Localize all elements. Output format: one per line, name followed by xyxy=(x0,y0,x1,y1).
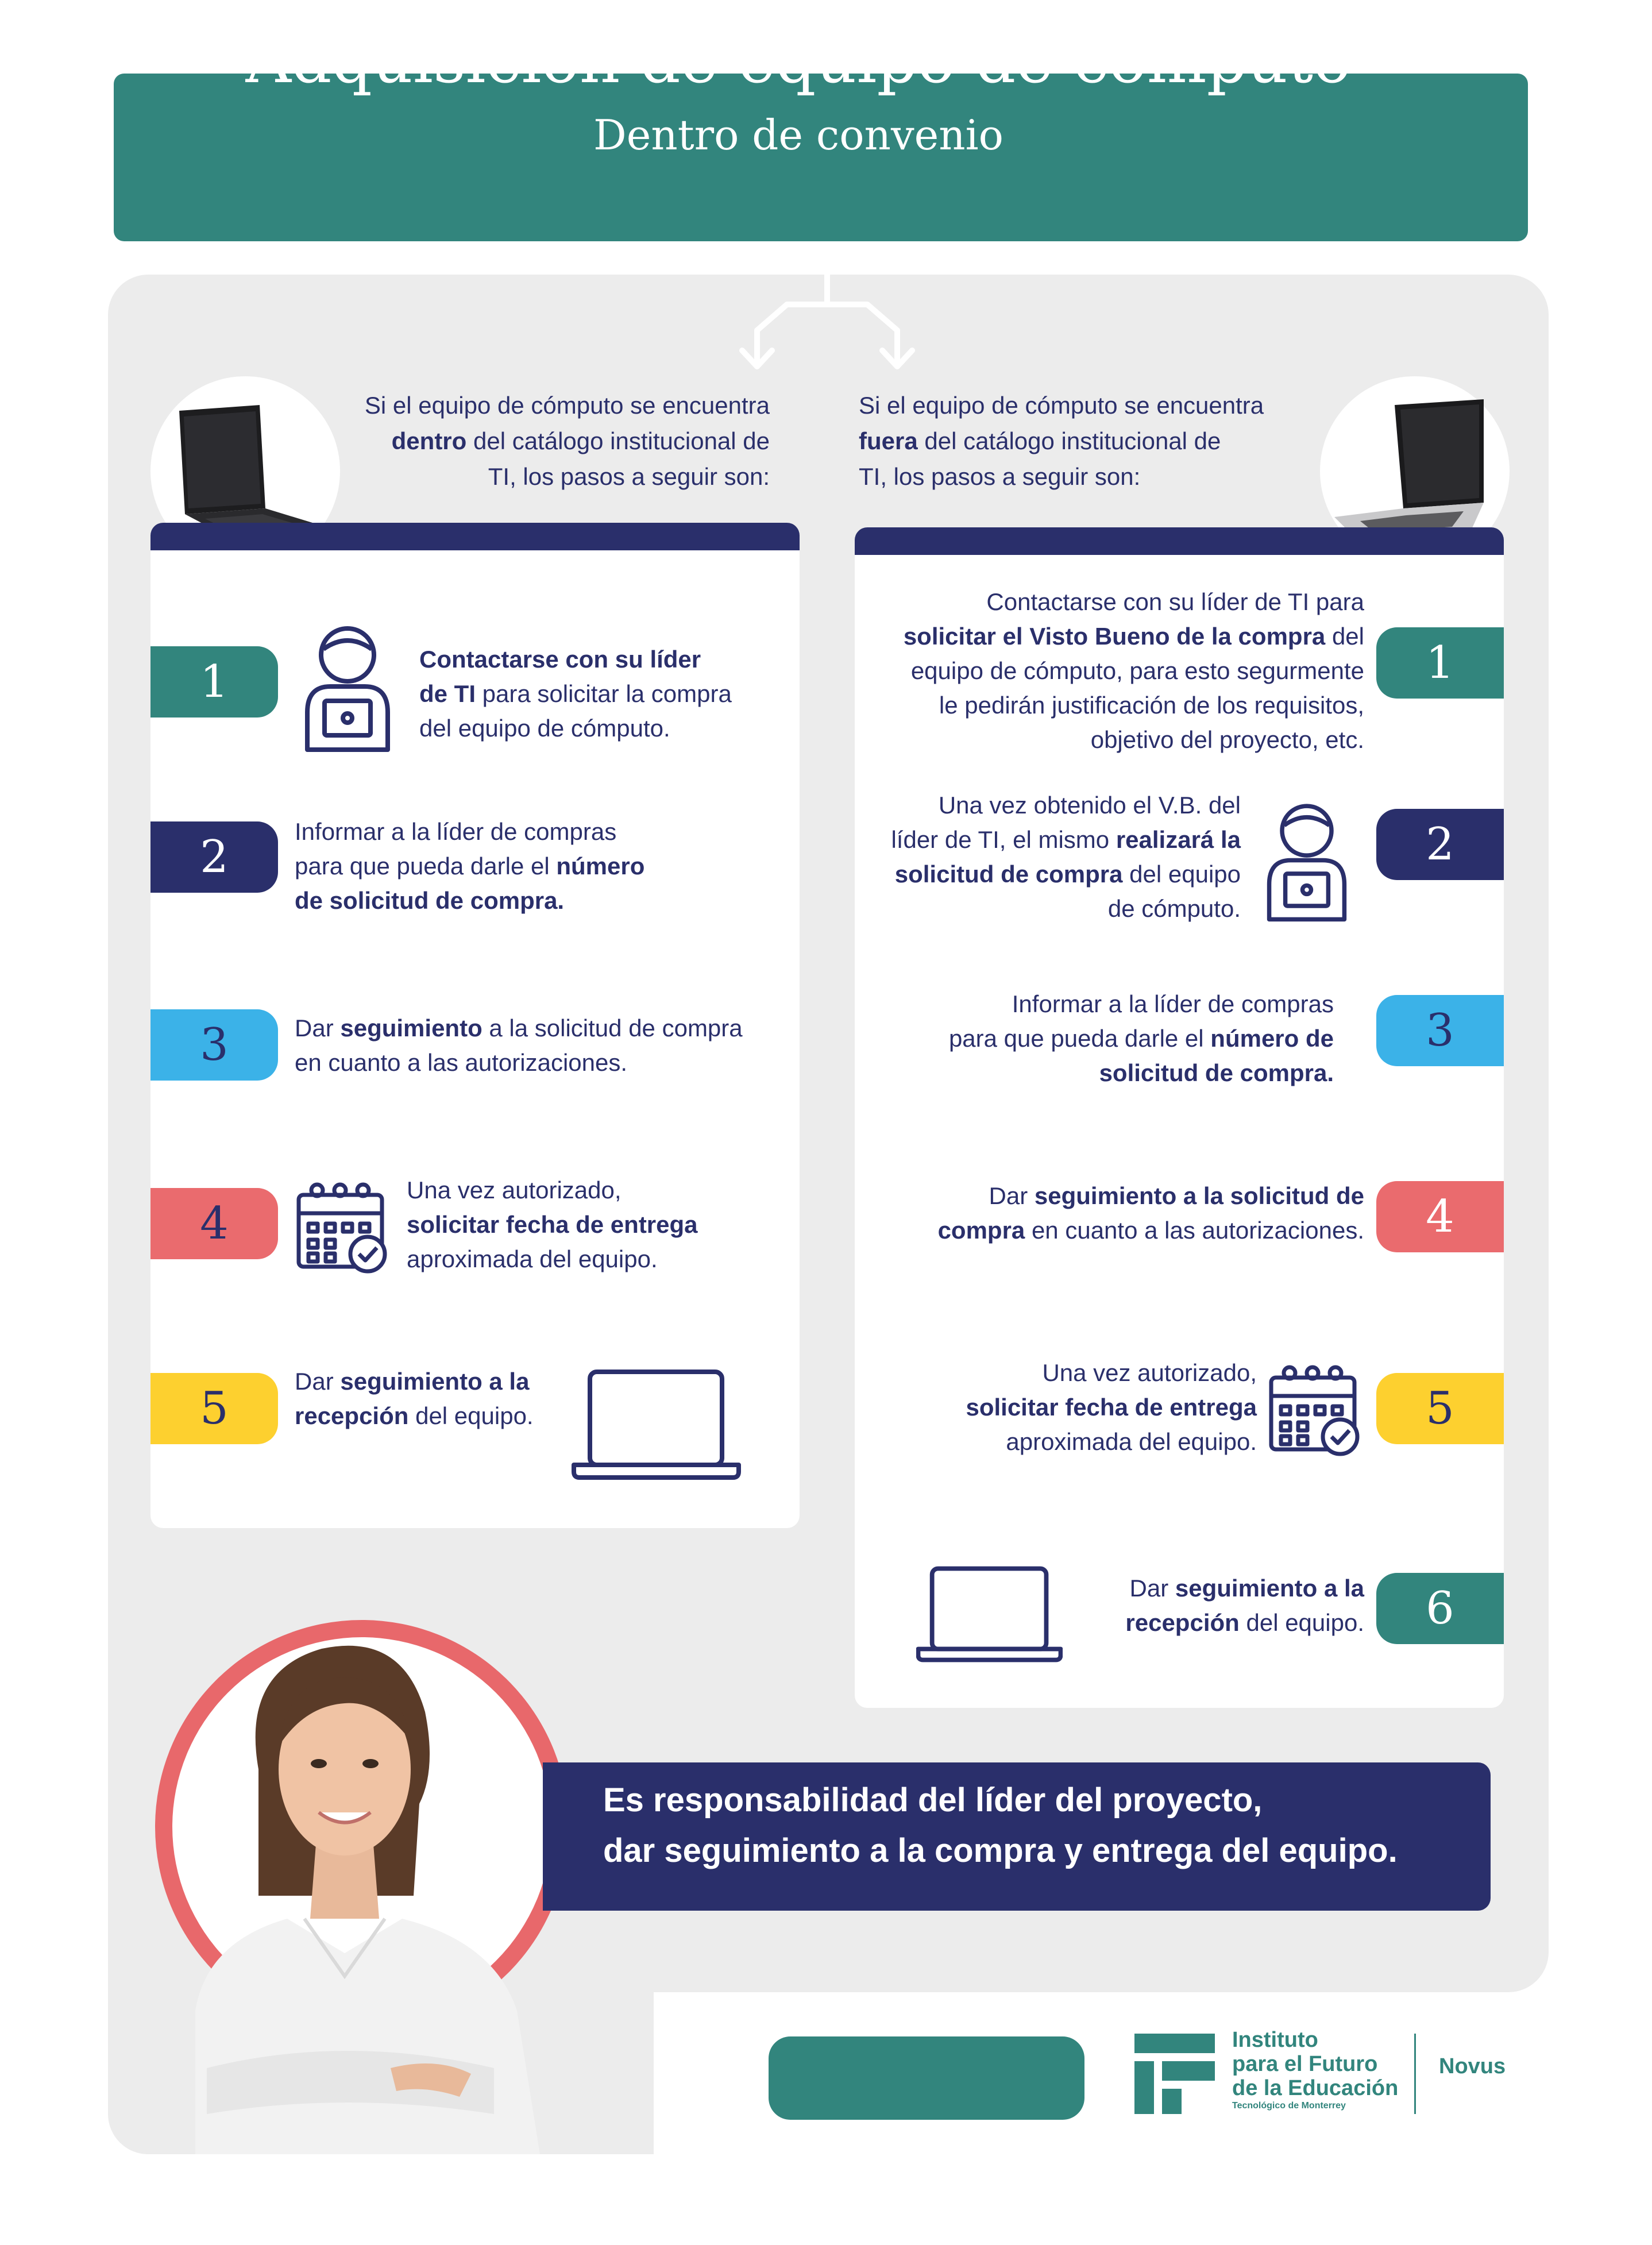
step-number-3: 3 xyxy=(150,1009,278,1081)
card-top-bar xyxy=(150,523,800,550)
text-regular: Una vez autorizado, xyxy=(1042,1359,1257,1386)
intro-line: TI, los pasos a seguir son: xyxy=(488,463,770,490)
text-bold: recepción xyxy=(1125,1609,1240,1636)
text-regular: aproximada del equipo. xyxy=(407,1245,658,1272)
step-number-5: 5 xyxy=(1376,1373,1504,1444)
intro-inside-catalog xyxy=(322,388,770,495)
institute-logo-icon xyxy=(1134,2034,1215,2114)
intro-line: Si el equipo de cómputo se encuentra xyxy=(859,392,1264,419)
logo-line: Instituto xyxy=(1232,2028,1318,2052)
text-bold: seguimiento xyxy=(340,1015,483,1042)
step-number-3: 3 xyxy=(1376,995,1504,1066)
text-bold: recepción xyxy=(295,1402,409,1429)
text-regular: del equipo de cómputo. xyxy=(419,715,670,742)
left-step-1-text xyxy=(419,642,775,746)
intro-outside-catalog xyxy=(859,388,1307,495)
intro-line xyxy=(322,423,770,459)
text-bold: seguimiento a la xyxy=(340,1368,530,1395)
logo-line: para el Futuro xyxy=(1232,2052,1378,2076)
text-regular: para que pueda darle el xyxy=(948,1025,1211,1052)
text-regular: de cómputo. xyxy=(1107,895,1241,922)
text-bold: solicitud de compra xyxy=(894,861,1123,888)
text-regular: en cuanto a las autorizaciones. xyxy=(1025,1217,1364,1244)
split-arrow-icon xyxy=(729,270,925,373)
step-number-2: 2 xyxy=(150,821,278,893)
intro-line xyxy=(859,423,1307,459)
right-step-3-text xyxy=(821,987,1334,1090)
tec-monterrey-label: Tecnológico de Monterrey xyxy=(1232,2101,1346,2111)
text-regular: Informar a la líder de compras xyxy=(1012,990,1334,1017)
text-regular: para que pueda darle el xyxy=(295,853,557,880)
step-number-4: 4 xyxy=(150,1188,278,1259)
text-regular: del equipo. xyxy=(408,1402,534,1429)
right-step-1-text xyxy=(844,585,1364,757)
logo-divider xyxy=(1414,2034,1416,2114)
intro-text: del catálogo institucional de xyxy=(917,427,1221,454)
banner-line: Es responsabilidad del líder del proyecto, xyxy=(603,1781,1263,1819)
intro-emphasis: dentro xyxy=(391,427,467,454)
page-title: Adquisición de equipo de cómputo xyxy=(245,24,1352,97)
page-subtitle: Dentro de convenio xyxy=(593,111,1003,159)
text-regular: le pedirán justificación de los requisitos, xyxy=(939,692,1364,719)
text-regular: Dar xyxy=(989,1182,1035,1209)
text-bold: seguimiento a la xyxy=(1175,1575,1364,1602)
step-number-1: 1 xyxy=(1376,627,1504,699)
right-step-4-text xyxy=(827,1179,1364,1248)
right-step-5-text xyxy=(885,1356,1257,1459)
text-bold: seguimiento a la solicitud de xyxy=(1034,1182,1364,1209)
text-regular: equipo de cómputo, para esto segurmente xyxy=(910,657,1364,684)
text-bold: realizará la xyxy=(1116,826,1241,853)
text-bold: de TI xyxy=(419,680,476,707)
text-bold: solicitud de compra. xyxy=(1099,1059,1334,1086)
novus-label: Novus xyxy=(1439,2054,1506,2078)
text-regular: del xyxy=(1325,623,1364,650)
text-regular: Dar xyxy=(295,1368,341,1395)
text-bold: solicitar el Visto Bueno de la compra xyxy=(903,623,1326,650)
calendar-check-icon xyxy=(294,1178,392,1275)
step-number-2: 2 xyxy=(1376,809,1504,880)
right-step-6-text xyxy=(1068,1571,1364,1640)
text-regular: Contactarse con su líder de TI para xyxy=(986,588,1364,615)
person-laptop-icon xyxy=(1258,799,1356,922)
laptop-icon xyxy=(572,1367,741,1482)
text-bold: compra xyxy=(937,1217,1025,1244)
text-regular: del equipo. xyxy=(1239,1609,1364,1636)
text-bold: solicitar fecha de entrega xyxy=(966,1394,1257,1421)
banner-line: dar seguimiento a la compra y entrega del equipo. xyxy=(603,1832,1398,1869)
text-regular: líder de TI, el mismo xyxy=(891,826,1116,853)
text-regular: Dar xyxy=(295,1015,341,1042)
text-bold: de solicitud de compra. xyxy=(295,887,565,914)
left-step-4-text xyxy=(407,1173,774,1276)
text-bold: número de xyxy=(1210,1025,1334,1052)
intro-line: Si el equipo de cómputo se encuentra xyxy=(364,392,770,419)
footer-button[interactable] xyxy=(769,2036,1084,2120)
card-top-bar xyxy=(855,527,1504,555)
text-regular: para solicitar la compra xyxy=(476,680,732,707)
text-regular: aproximada del equipo. xyxy=(1006,1428,1257,1455)
calendar-check-icon xyxy=(1267,1360,1364,1458)
text-bold: Contactarse con su líder xyxy=(419,646,701,673)
left-step-3-text xyxy=(295,1011,777,1080)
text-regular: del equipo xyxy=(1122,861,1241,888)
woman-portrait-image xyxy=(172,1597,563,2154)
logo-line: de la Educación xyxy=(1232,2076,1399,2100)
text-regular: objetivo del proyecto, etc. xyxy=(1090,726,1364,753)
text-regular: Una vez obtenido el V.B. del xyxy=(938,792,1241,819)
text-regular: a la solicitud de compra xyxy=(482,1015,743,1042)
left-step-2-text xyxy=(295,815,766,918)
text-regular: Informar a la líder de compras xyxy=(295,818,617,845)
intro-line: TI, los pasos a seguir son: xyxy=(859,463,1141,490)
step-number-6: 6 xyxy=(1376,1573,1504,1644)
step-number-4: 4 xyxy=(1376,1181,1504,1252)
laptop-icon xyxy=(916,1563,1063,1666)
intro-emphasis: fuera xyxy=(859,427,918,454)
right-step-2-text xyxy=(833,788,1241,926)
left-step-5-text xyxy=(295,1364,582,1433)
person-laptop-icon xyxy=(296,620,399,753)
text-regular: en cuanto a las autorizaciones. xyxy=(295,1049,628,1076)
text-regular: Dar xyxy=(1129,1575,1175,1602)
step-number-1: 1 xyxy=(150,646,278,718)
text-bold: solicitar fecha de entrega xyxy=(407,1211,698,1238)
text-bold: número xyxy=(556,853,645,880)
responsibility-text xyxy=(603,1775,1465,1876)
text-regular: Una vez autorizado, xyxy=(407,1176,622,1203)
intro-text: del catálogo institucional de xyxy=(466,427,770,454)
institute-logo-text xyxy=(1232,2028,1398,2100)
step-number-5: 5 xyxy=(150,1373,278,1444)
